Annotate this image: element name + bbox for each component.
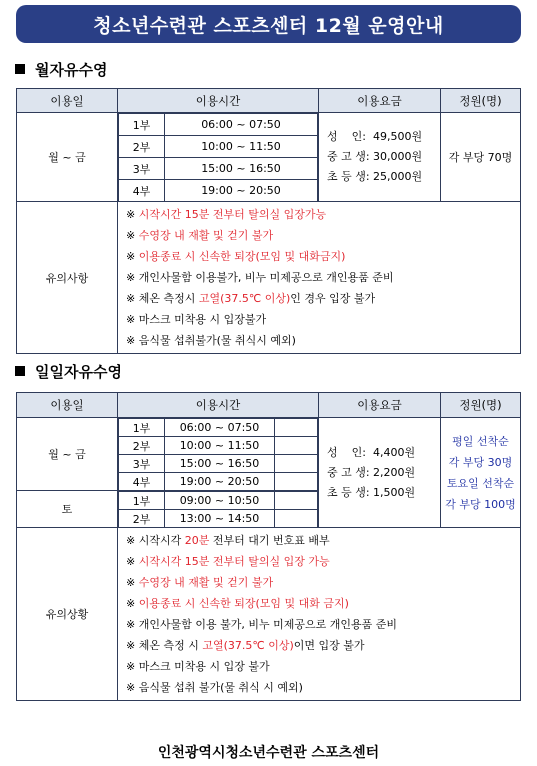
session-row xyxy=(119,510,318,528)
capacity-line: 각 부당 100명 xyxy=(445,497,516,511)
note-line: ※ 마스크 미착용 시 입장 불가 xyxy=(126,660,270,673)
footer-organization: 인천광역시청소년수련관 스포츠센터 xyxy=(157,745,380,761)
session-row xyxy=(119,455,318,473)
monthly-header-capacity: 정원(명) xyxy=(441,89,521,113)
session-part: 2부 xyxy=(119,136,165,158)
fee-label: 중 고 생: xyxy=(327,150,370,163)
monthly-day-cell: 월 ~ 금 xyxy=(17,113,118,202)
session-row xyxy=(119,419,318,437)
daily-header-capacity: 정원(명) xyxy=(441,393,521,418)
session-part: 3부 xyxy=(119,158,165,180)
session-row xyxy=(119,473,318,491)
monthly-table xyxy=(16,88,521,354)
session-part: 2부 xyxy=(119,437,165,455)
daily-weekday-sessions xyxy=(118,418,318,490)
fee-amount: 2,200원 xyxy=(373,465,416,479)
monthly-header-time: 이용시간 xyxy=(118,89,319,113)
daily-saturday-times xyxy=(118,491,319,528)
session-time: 13:00 ~ 14:50 xyxy=(165,510,275,528)
daily-weekday-times xyxy=(118,418,319,491)
fee-label: 중 고 생: xyxy=(327,465,370,479)
fee-amount: 4,400원 xyxy=(373,445,416,459)
section-title-daily-text: 일일자유수영 xyxy=(35,362,122,381)
fee-row xyxy=(327,443,440,463)
fee-label: 초 등 생: xyxy=(327,170,370,183)
section-title-monthly xyxy=(15,57,107,81)
session-part: 1부 xyxy=(119,492,165,510)
note-line: ※ 이용종료 시 신속한 퇴장(모임 및 대화 금지) xyxy=(126,597,349,610)
monthly-header-fee: 이용요금 xyxy=(319,89,441,113)
fee-row xyxy=(327,127,440,147)
note-line: ※ 음식물 섭취불가(물 취식시 예외) xyxy=(126,334,296,347)
fee-amount: 30,000원 xyxy=(373,150,423,163)
session-row xyxy=(119,158,318,180)
daily-notes-label: 유의상황 xyxy=(17,528,118,701)
fee-label: 성 인: xyxy=(327,445,366,459)
session-time: 06:00 ~ 07:50 xyxy=(165,114,318,136)
session-time: 15:00 ~ 16:50 xyxy=(165,455,275,473)
daily-saturday-sessions xyxy=(118,491,318,527)
note-line: ※ 음식물 섭취 불가(물 취식 시 예외) xyxy=(126,681,303,694)
session-time: 06:00 ~ 07:50 xyxy=(165,419,275,437)
note-line: ※ 체온 측정시 고열(37.5℃ 이상)인 경우 입장 불가 xyxy=(126,292,376,305)
page-title: 청소년수련관 스포츠센터 12월 운영안내 xyxy=(93,14,444,37)
session-time: 15:00 ~ 16:50 xyxy=(165,158,318,180)
monthly-fees-cell xyxy=(319,113,441,202)
fee-label: 초 등 생: xyxy=(327,485,370,499)
monthly-times-cell xyxy=(118,113,319,202)
note-line: ※ 시작시간 15분 전부터 탈의실 입장가능 xyxy=(126,208,327,221)
session-part: 2부 xyxy=(119,510,165,528)
page-title-banner xyxy=(16,5,521,43)
fee-label: 성 인: xyxy=(327,130,366,143)
daily-header-day: 이용일 xyxy=(17,393,118,418)
fee-amount: 25,000원 xyxy=(373,170,423,183)
session-row xyxy=(119,437,318,455)
session-time: 09:00 ~ 10:50 xyxy=(165,492,275,510)
monthly-notes-cell xyxy=(118,202,521,354)
daily-capacity-cell xyxy=(441,418,521,528)
capacity-line: 각 부당 30명 xyxy=(448,455,513,469)
fee-row xyxy=(327,463,440,483)
monthly-sessions xyxy=(118,113,318,201)
monthly-capacity-cell: 각 부당 70명 xyxy=(441,113,521,202)
session-part: 4부 xyxy=(119,180,165,201)
capacity-line: 토요일 선착순 xyxy=(446,476,515,490)
session-part: 4부 xyxy=(119,473,165,491)
session-row xyxy=(119,114,318,136)
session-part: 1부 xyxy=(119,419,165,437)
section-title-monthly-text: 월자유수영 xyxy=(35,60,108,79)
session-time: 19:00 ~ 20:50 xyxy=(165,473,275,491)
fee-row xyxy=(327,147,440,167)
session-row xyxy=(119,492,318,510)
daily-fees-cell xyxy=(319,418,441,528)
session-time: 19:00 ~ 20:50 xyxy=(165,180,318,201)
monthly-notes-label: 유의사항 xyxy=(17,202,118,354)
capacity-line: 평일 선착순 xyxy=(452,434,509,448)
session-time: 10:00 ~ 11:50 xyxy=(165,136,318,158)
section-title-daily xyxy=(15,359,122,383)
daily-table xyxy=(16,392,521,701)
note-line: ※ 시작시각 15분 전부터 탈의실 입장 가능 xyxy=(126,555,330,568)
session-row xyxy=(119,136,318,158)
fee-amount: 1,500원 xyxy=(373,485,416,499)
square-bullet-icon xyxy=(15,64,25,74)
fee-row xyxy=(327,483,440,503)
daily-notes-cell xyxy=(118,528,521,701)
note-line: ※ 체온 측정 시 고열(37.5℃ 이상)이면 입장 불가 xyxy=(126,639,365,652)
session-part: 1부 xyxy=(119,114,165,136)
session-time: 10:00 ~ 11:50 xyxy=(165,437,275,455)
daily-header-fee: 이용요금 xyxy=(319,393,441,418)
daily-saturday-cell: 토 xyxy=(17,491,118,528)
daily-weekday-cell: 월 ~ 금 xyxy=(17,418,118,491)
session-part: 3부 xyxy=(119,455,165,473)
daily-header-time: 이용시간 xyxy=(118,393,319,418)
note-line: ※ 시작시각 20분 전부터 대기 번호표 배부 xyxy=(126,534,330,547)
note-line: ※ 마스크 미착용 시 입장불가 xyxy=(126,313,267,326)
square-bullet-icon xyxy=(15,366,25,376)
note-line: ※ 수영장 내 재활 및 걷기 불가 xyxy=(126,576,274,589)
fee-row xyxy=(327,167,440,187)
note-line: ※ 수영장 내 재활 및 걷기 불가 xyxy=(126,229,274,242)
note-line: ※ 이용종료 시 신속한 퇴장(모임 및 대화금지) xyxy=(126,250,346,263)
monthly-header-day: 이용일 xyxy=(17,89,118,113)
session-row xyxy=(119,180,318,201)
note-line: ※ 개인사물함 이용 불가, 비누 미제공으로 개인용품 준비 xyxy=(126,618,397,631)
fee-amount: 49,500원 xyxy=(373,130,423,143)
note-line: ※ 개인사물함 이용불가, 비누 미제공으로 개인용품 준비 xyxy=(126,271,394,284)
